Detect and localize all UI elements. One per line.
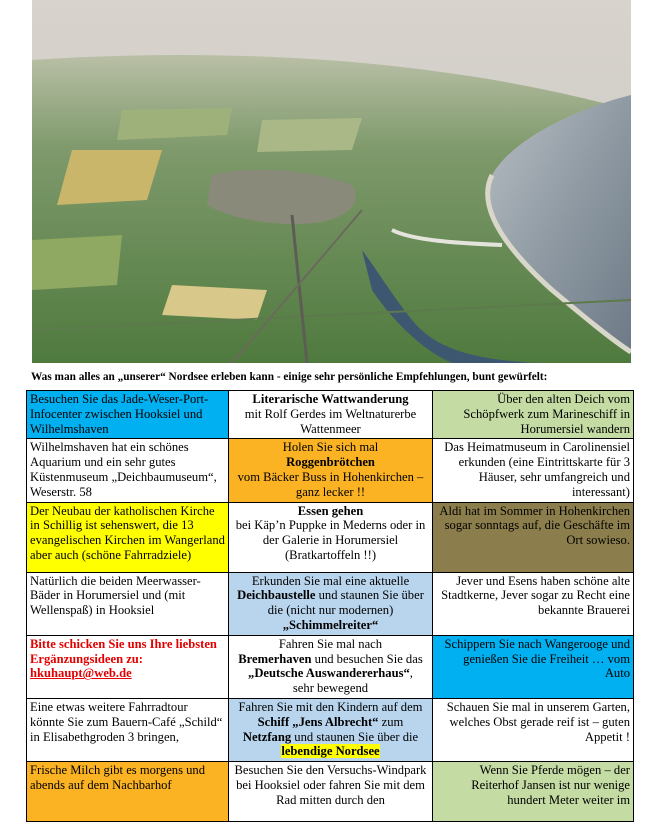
- cell-text: und staunen Sie über die (nicht nur modernen): [267, 588, 424, 618]
- cell-text: zum: [381, 714, 404, 729]
- cell-garten-obst: Schauen Sie mal in unserem Garten, welches Obst gerade reif ist – guten Appetit !: [433, 698, 634, 761]
- cell-text: und staunen Sie über die: [294, 729, 419, 744]
- cell-title: Netzfang: [242, 729, 292, 744]
- intro-line: Was man alles an „unserer“ Nordsee erleben kann - einige sehr persönliche Empfehlungen, bunt gewürfelt:: [31, 371, 548, 383]
- cell-wattwanderung: [229, 391, 433, 439]
- cell-text: Fahren Sie mit den Kindern auf dem: [238, 699, 423, 714]
- cell-title: Deichbaustelle: [237, 588, 316, 603]
- cell-meerwasser-baeder: Natürlich die beiden Meerwasser-Bäder in Horumersiel und (mit Wellenspaß) in Hooksiel: [27, 572, 229, 635]
- cell-jens-albrecht: [229, 698, 433, 761]
- cell-title: Essen gehen: [297, 503, 364, 518]
- cell-text: bei Käp’n Puppke in Mederns oder in der Galerie in Horumersiel (Bratkartoffeln !!): [235, 518, 426, 562]
- cell-wangerooge: Schippern Sie nach Wangerooge und genießen Sie die Freiheit … vom Auto: [433, 635, 634, 698]
- cell-bremerhaven: Fahren Sie mal nach Bremerhaven und besuchen Sie das „Deutsche Auswandererhaus“, sehr bewegend: [229, 635, 433, 698]
- cell-kirchen: Der Neubau der katholischen Kirche in Schillig ist sehenswert, die 13 evangelischen Kirchen im Wangerland aber auch (schöne Fahrradziele): [27, 502, 229, 572]
- table-row: [27, 698, 634, 761]
- email-link[interactable]: hkuhaupt@web.de: [30, 666, 132, 681]
- cell-roggenbroetchen: [229, 439, 433, 502]
- cell-title: Bremerhaven: [238, 651, 312, 666]
- cell-heimatmuseum: Das Heimatmuseum in Carolinensiel erkunden (eine Eintrittskarte für 3 Häuser, sehr umfangreich und interessant): [433, 439, 634, 502]
- cell-frische-milch: Frische Milch gibt es morgens und abends auf dem Nachbarhof: [27, 762, 229, 822]
- cell-title: „Schimmelreiter“: [282, 617, 379, 632]
- cell-highlight: lebendige Nordsee: [281, 744, 380, 759]
- table-row: [27, 391, 634, 439]
- cell-title: Literarische Wattwanderung: [252, 392, 409, 406]
- cell-reiterhof: Wenn Sie Pferde mögen – der Reiterhof Jansen ist nur wenige hundert Meter weiter im: [433, 762, 634, 822]
- cell-text: Holen Sie sich mal: [282, 440, 379, 455]
- cell-text: Fahren Sie mal nach: [278, 636, 383, 651]
- cell-title: „Deutsche Auswandererhaus“: [248, 666, 410, 681]
- table-row: [27, 572, 634, 635]
- cell-title: Bitte schicken Sie uns Ihre liebsten Ergänzungsideen zu:: [30, 636, 217, 666]
- recommendations-table: [26, 390, 634, 822]
- table-row: [27, 439, 634, 502]
- cell-deich-wandern: Über den alten Deich vom Schöpfwerk zum Marineschiff in Horumersiel wandern: [433, 391, 634, 439]
- table-row: [27, 635, 634, 698]
- cell-wilhelmshaven: Wilhelmshaven hat ein schönes Aquarium und ein sehr gutes Küstenmuseum „Deichbaumuseum“, Weserstr. 58: [27, 439, 229, 502]
- cell-bauern-cafe: Eine etwas weitere Fahrradtour könnte Sie zum Bauern-Café „Schild“ in Elisabethgroden 3 bringen,: [27, 698, 229, 761]
- cell-aldi: Aldi hat im Sommer in Hohenkirchen sogar sonntags auf, die Geschäfte im Ort sowieso.: [433, 502, 634, 572]
- cell-text: sehr bewegend: [292, 681, 369, 696]
- cell-essen-gehen: [229, 502, 433, 572]
- cell-ergaenzungsideen: [27, 635, 229, 698]
- table-row: [27, 502, 634, 572]
- cell-title: Roggenbrötchen: [286, 455, 375, 470]
- cell-text: vom Bäcker Buss in Hohenkirchen – ganz lecker !!: [237, 469, 424, 499]
- cell-deichbaustelle: [229, 572, 433, 635]
- cell-jever-esens: Jever und Esens haben schöne alte Stadtkerne, Jever sogar zu Recht eine bekannte Brauerei: [433, 572, 634, 635]
- aerial-coast-image: [32, 0, 631, 363]
- cell-jade-weser-port: Besuchen Sie das Jade-Weser-Port-Infocenter zwischen Hooksiel und Wilhelmshaven: [27, 391, 229, 439]
- cell-windpark: Besuchen Sie den Versuchs-Windpark bei Hooksiel oder fahren Sie mit dem Rad mitten durch den: [229, 762, 433, 822]
- cell-text: und besuchen Sie das: [314, 651, 423, 666]
- table-row: [27, 762, 634, 822]
- aerial-photo: [32, 0, 631, 363]
- cell-text: Erkunden Sie mal eine aktuelle: [251, 573, 410, 588]
- cell-text: mit Rolf Gerdes im Weltnaturerbe Wattenmeer: [244, 406, 417, 436]
- cell-title: Schiff „Jens Albrecht“: [257, 714, 379, 729]
